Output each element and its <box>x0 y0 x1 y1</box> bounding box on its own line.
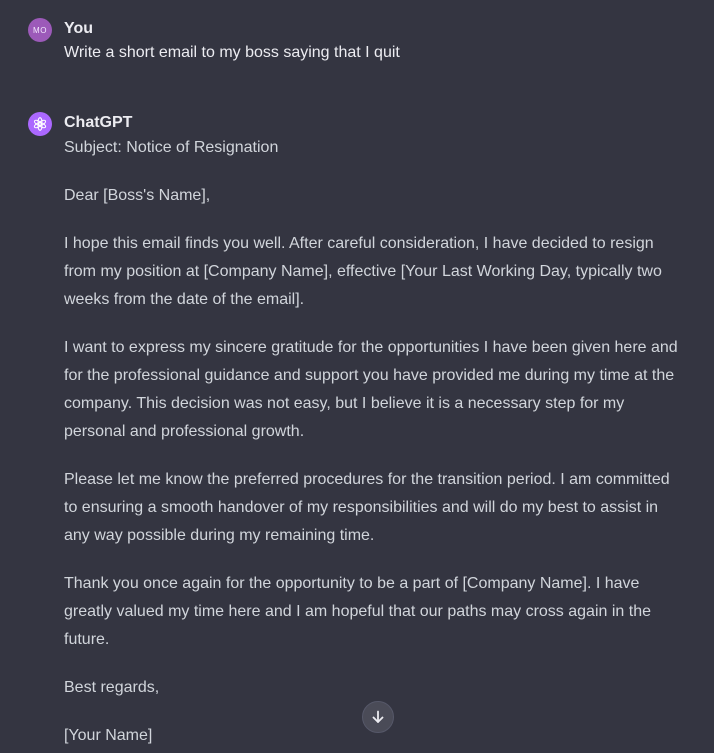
email-paragraph: Please let me know the preferred procedures for the transition period. I am committed to ensuring a smooth handover of my responsibilities and will do my best to assist in any way possible during my remaining time. <box>64 471 670 544</box>
openai-logo-icon <box>31 115 49 133</box>
email-paragraph: Thank you once again for the opportunity to be a part of [Company Name]. I have greatly valued my time here and I am hopeful that our paths may cross again in the future. <box>64 575 651 648</box>
user-avatar <box>28 18 52 42</box>
arrow-down-icon <box>370 709 386 725</box>
assistant-message <box>28 112 684 753</box>
assistant-avatar <box>28 112 52 136</box>
email-subject: Subject: Notice of Resignation <box>64 139 279 156</box>
user-message <box>28 18 684 66</box>
email-greeting: Dear [Boss's Name], <box>64 187 211 204</box>
user-author-name: You <box>64 20 94 37</box>
assistant-message-content <box>64 134 684 750</box>
user-message-text: Write a short email to my boss saying that I quit <box>64 44 400 61</box>
email-paragraph: I hope this email finds you well. After careful consideration, I have decided to resign from my position at [Company Name], effective [Your Last Working Day, typically two weeks from the date of the email]. <box>64 235 662 308</box>
email-signoff: Best regards, <box>64 679 160 696</box>
email-paragraph: I want to express my sincere gratitude for the opportunities I have been given here and for the professional guidance and support you have provided me during my time at the company. This decision was not easy, but I believe it is a necessary step for my personal and professional growth. <box>64 339 678 440</box>
scroll-to-bottom-button[interactable] <box>362 701 394 733</box>
assistant-author-name: ChatGPT <box>64 114 133 131</box>
email-signature: [Your Name] <box>64 727 153 744</box>
user-avatar-initials: MO <box>33 25 47 35</box>
